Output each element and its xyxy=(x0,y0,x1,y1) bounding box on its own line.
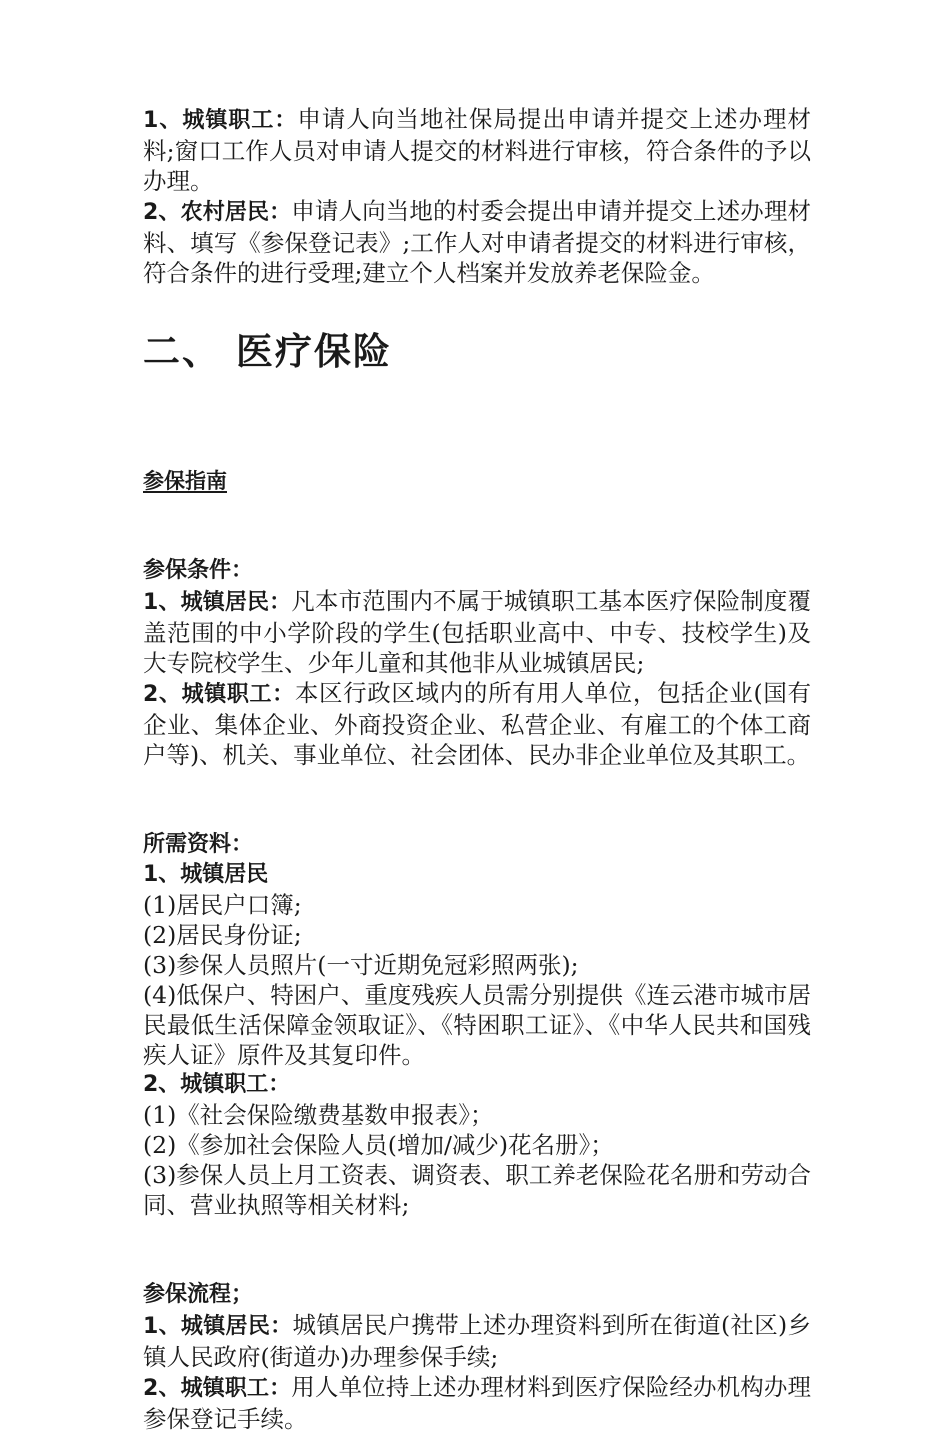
process-item-urban-worker xyxy=(143,1372,811,1434)
section-heading-medical-insurance: 二、 医疗保险 xyxy=(143,329,392,373)
materials-group-title: 1、城镇居民 xyxy=(143,862,269,887)
paragraph-text: 凡本市范围内不属于城镇职工基本医疗保险制度覆盖范围的中小学阶段的学生(包括职业高中、中专、技校学生)及大专院校学生、少年儿童和其他非从业城镇居民; xyxy=(143,587,811,677)
paragraph-text: 用人单位持上述办理材料到医疗保险经办机构办理参保登记手续。 xyxy=(143,1373,811,1433)
materials-group-urban-resident xyxy=(143,860,811,1070)
condition-item-urban-worker xyxy=(143,678,811,770)
paragraph-lead-label: 2、城镇职工： xyxy=(143,1376,292,1401)
spacer xyxy=(143,1220,811,1280)
paragraph-urban-worker-pension xyxy=(143,104,811,196)
spacer xyxy=(143,288,811,328)
paragraph-lead-label: 2、农村居民： xyxy=(143,200,292,225)
paragraph-text: 申请人向当地的村委会提出申请并提交上述办理材料、填写《参保登记表》;工作人对申请者提交的材料进行审核，符合条件的进行受理;建立个人档案并发放养老保险金。 xyxy=(143,197,811,287)
continued-section xyxy=(143,104,811,288)
paragraph-text: 城镇居民户携带上述办理资料到所在街道(社区)乡镇人民政府(街道办)办理参保手续; xyxy=(143,1311,811,1371)
process-item-urban-resident xyxy=(143,1310,811,1372)
condition-item-urban-resident xyxy=(143,586,811,678)
spacer xyxy=(143,770,811,830)
paragraph-lead-label: 1、城镇居民： xyxy=(143,590,292,615)
paragraph-text: 本区行政区域内的所有用人单位，包括企业(国有企业、集体企业、外商投资企业、私营企业、有雇工的个体工商户等)、机关、事业单位、社会团体、民办非企业单位及其职工。 xyxy=(143,679,811,769)
block-label-materials: 所需资料： xyxy=(143,832,254,857)
paragraph-lead-label: 1、城镇居民： xyxy=(143,1314,293,1339)
paragraph-rural-resident-pension xyxy=(143,196,811,288)
subheading-enrollment-guide: 参保指南 xyxy=(143,469,227,493)
subheading-wrapper xyxy=(143,466,811,496)
block-label-process: 参保流程； xyxy=(143,1282,254,1307)
paragraph-lead-label: 1、城镇职工： xyxy=(143,108,298,133)
materials-list-item: (4)低保户、特困户、重度残疾人员需分别提供《连云港市城市居民最低生活保障金领取证》、《特困职工证》、《中华人民共和国残疾人证》原件及其复印件。 xyxy=(143,981,811,1069)
block-enrollment-process xyxy=(143,1280,811,1434)
materials-list-item: (2)《参加社会保险人员(增加/减少)花名册》； xyxy=(143,1131,614,1159)
document-body xyxy=(143,104,811,1434)
materials-group-urban-worker xyxy=(143,1070,811,1220)
materials-group-title: 2、城镇职工： xyxy=(143,1072,291,1097)
materials-list-item: (2)居民身份证; xyxy=(143,921,302,949)
materials-list-item: (1)居民户口簿; xyxy=(143,891,302,919)
spacer xyxy=(143,496,811,556)
paragraph-text: 申请人向当地社保局提出申请并提交上述办理材料;窗口工作人员对申请人提交的材料进行审核，符合条件的予以办理。 xyxy=(143,105,811,195)
spacer xyxy=(143,374,811,466)
block-required-materials xyxy=(143,830,811,1220)
block-label-conditions: 参保条件： xyxy=(143,558,254,583)
materials-list-item: (3)参保人员上月工资表、调资表、职工养老保险花名册和劳动合同、营业执照等相关材料; xyxy=(143,1161,811,1219)
paragraph-lead-label: 2、城镇职工： xyxy=(143,682,295,707)
materials-list-item: (1)《社会保险缴费基数申报表》； xyxy=(143,1101,494,1129)
materials-list-item: (3)参保人员照片(一寸近期免冠彩照两张); xyxy=(143,951,579,979)
block-enrollment-conditions xyxy=(143,556,811,770)
